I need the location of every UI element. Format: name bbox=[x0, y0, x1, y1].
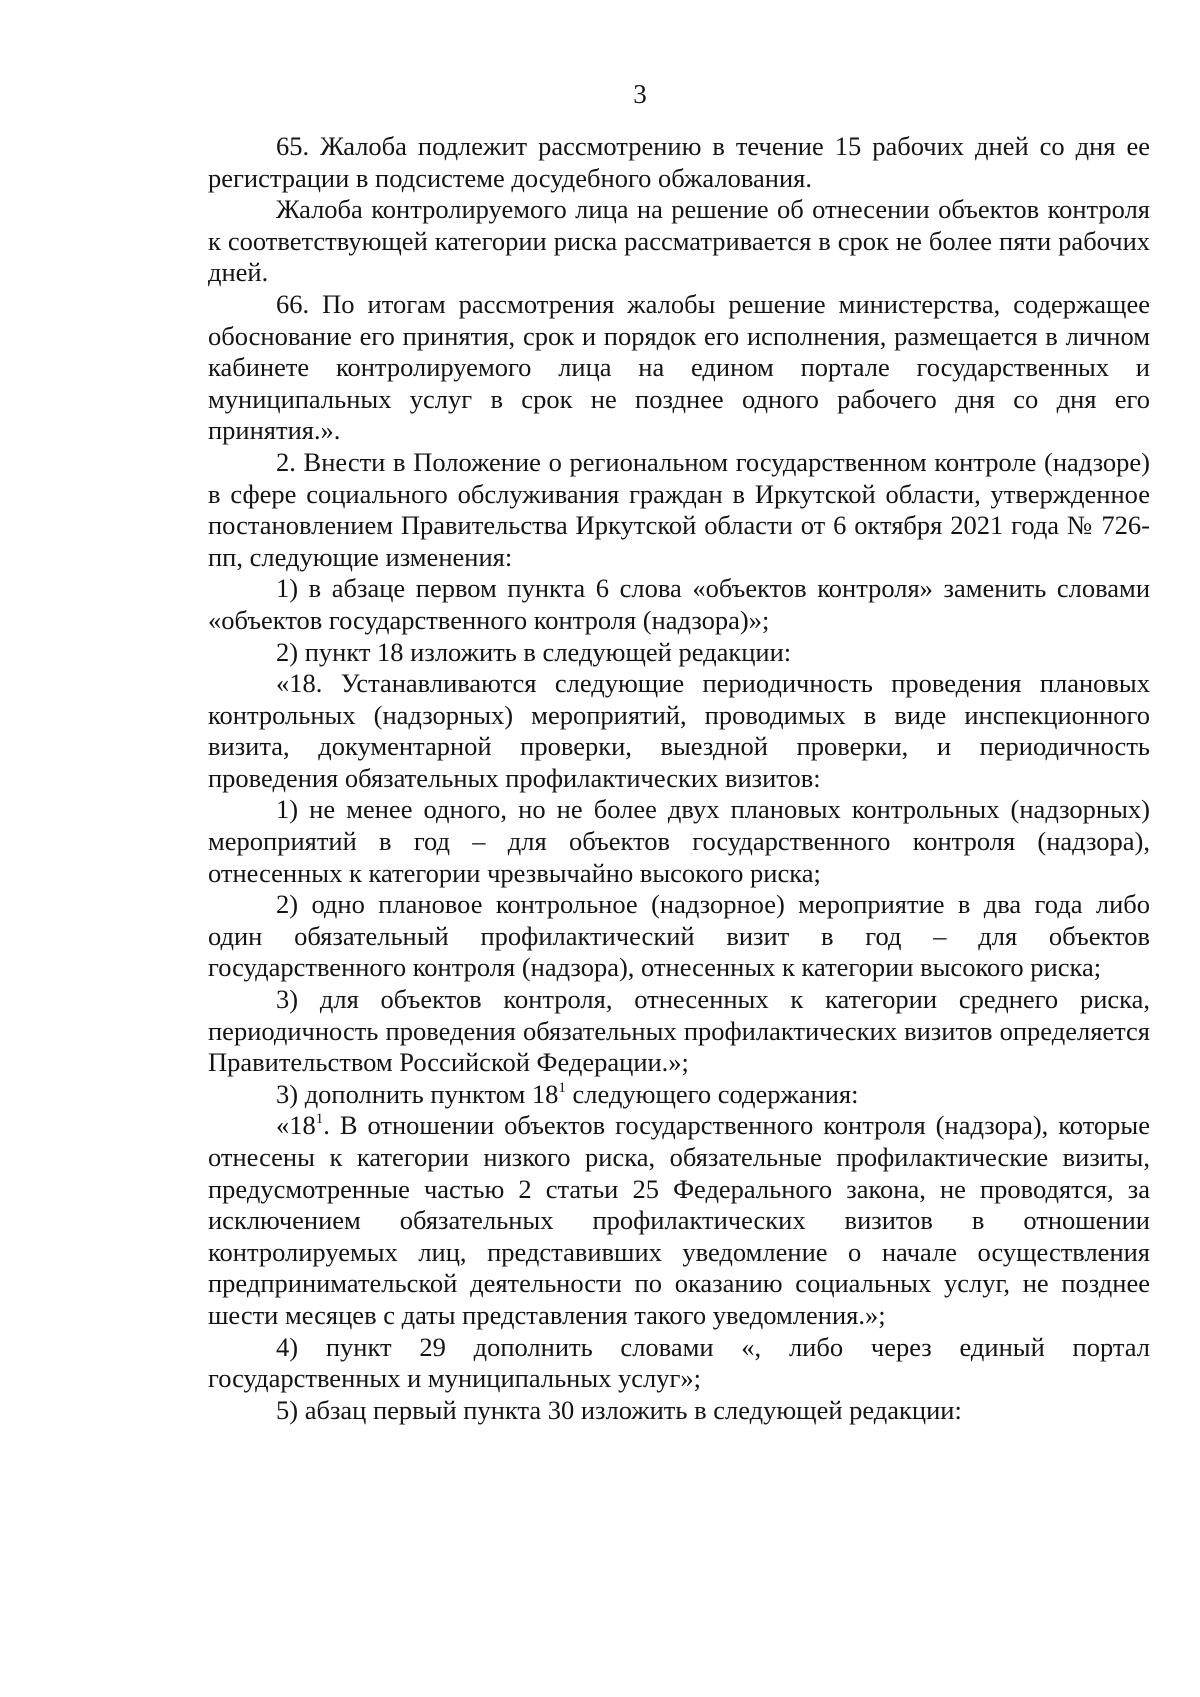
document-body bbox=[208, 131, 1150, 1426]
paragraph-subitem-1: 1) в абзаце первом пункта 6 слова «объектов контроля» заменить словами «объектов государственного контроля (надзора)»; bbox=[208, 573, 1150, 635]
paragraph-subitem-5: 5) абзац первый пункта 30 изложить в следующей редакции: bbox=[276, 1394, 962, 1425]
paragraph-point-18-1: 1) не менее одного, но не более двух плановых контрольных (надзорных) мероприятий в год – для объектов государственного контроля (надзора), отнесенных к категории чрезвычайно высокого риска; bbox=[208, 794, 1150, 888]
superscript: 1 bbox=[558, 1079, 566, 1096]
superscript: 1 bbox=[315, 1111, 324, 1128]
paragraph-point-18-prime bbox=[208, 1110, 1150, 1331]
paragraph-66: 66. По итогам рассмотрения жалобы решение министерства, содержащее обоснование его принятия, срок и порядок его исполнения, размещается в личном кабинете контролируемого лица на едином портале государственных и муниципальных услуг в срок не позднее одного рабочего дня со дня его принятия.». bbox=[208, 288, 1150, 446]
paragraph-subitem-3 bbox=[208, 1079, 1150, 1111]
paragraph-point-18: «18. Устанавливаются следующие периодичность проведения плановых контрольных (надзорных) мероприятий, проводимых в виде инспекционного визита, документарной проверки, выездной проверки, и периодичность проведения обязательных профилактических визитов: bbox=[208, 668, 1150, 793]
paragraph-subitem-3-text: 3) дополнить пунктом 18 bbox=[276, 1078, 559, 1109]
page-number: 3 bbox=[633, 79, 647, 109]
paragraph-subitem-4: 4) пункт 29 дополнить словами «, либо через единый портал государственных и муниципальных услуг»; bbox=[208, 1331, 1150, 1394]
paragraph-65: 65. Жалоба подлежит рассмотрению в течение 15 рабочих дней со дня ее регистрации в подсистеме досудебного обжалования. bbox=[208, 131, 1150, 193]
paragraph-point-18-prime-lead: «18 bbox=[276, 1110, 316, 1141]
paragraph-item-2: 2. Внести в Положение о региональном государственном контроле (надзоре) в сфере социального обслуживания граждан в Иркутской области, утвержденное постановлением Правительства Иркутской области от 6 октября 2021 года № 726-пп, следующие изменения: bbox=[208, 446, 1150, 572]
paragraph-subitem-3-tail: следующего содержания: bbox=[565, 1078, 859, 1109]
paragraph-subitem-2: 2) пункт 18 изложить в следующей редакции: bbox=[276, 636, 792, 667]
paragraph-point-18-3: 3) для объектов контроля, отнесенных к категории среднего риска, периодичность проведения обязательных профилактических визитов определяется Правительством Российской Федерации.»; bbox=[208, 984, 1150, 1078]
paragraph-point-18-2: 2) одно плановое контрольное (надзорное) мероприятие в два года либо один обязательный профилактический визит в год – для объектов государственного контроля (надзора), отнесенных к категории высокого риска; bbox=[208, 889, 1150, 983]
paragraph-point-18-prime-text: . В отношении объектов государственного контроля (надзора), которые отнесены к категории низкого риска, обязательные профилактические визиты, предусмотренные частью 2 статьи 25 Федерального закона, не проводятся, за исключением обязательных профилактических визитов в отношении контролируемых лиц, представивших уведомление о начале осуществления предпринимательской деятельности по оказанию социальных услуг, не позднее шести месяцев с даты представления такого уведомления.»; bbox=[208, 1110, 1150, 1330]
paragraph-complaint-term: Жалоба контролируемого лица на решение об отнесении объектов контроля к соответствующей категории риска рассматривается в срок не более пяти рабочих дней. bbox=[208, 194, 1150, 288]
